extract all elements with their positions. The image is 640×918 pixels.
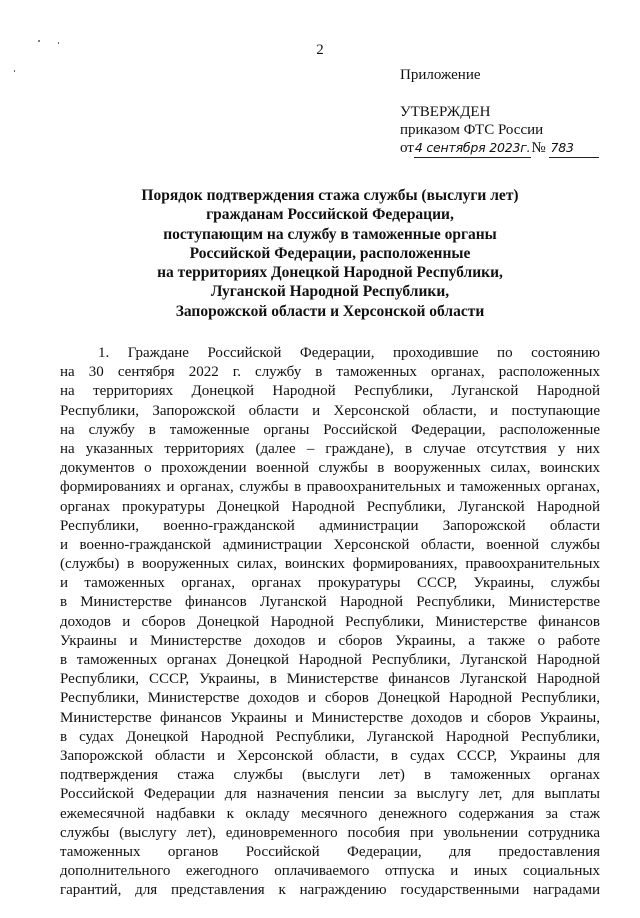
approval-heading: УТВЕРЖДЕН bbox=[400, 104, 491, 120]
title-line: гражданам Российской Федерации, bbox=[206, 206, 454, 224]
paragraph-1 bbox=[60, 344, 600, 900]
body-line: ежемесячной надбавки к окладу месячного денежного содержания за стаж bbox=[60, 805, 600, 822]
body-line: на 30 сентября 2022 г. службу в таможенных органах, расположенных bbox=[60, 364, 600, 381]
number-sign: № bbox=[531, 140, 546, 156]
document-title bbox=[60, 186, 600, 321]
body-line: на указанных территориях (далее – граждане), в случае отсутствия у них bbox=[60, 440, 600, 457]
body-line: Министерстве финансов Украины и Министерстве доходов и сборов Украины, bbox=[60, 709, 600, 726]
handwritten-order-number: 783 bbox=[549, 139, 599, 158]
title-line: на территориях Донецкой Народной Республики, bbox=[157, 264, 503, 282]
page-number: 2 bbox=[316, 42, 324, 58]
approval-order: приказом ФТС России bbox=[400, 121, 544, 138]
body-line: подтверждения стажа службы (выслуги лет) в таможенных органах bbox=[60, 767, 600, 784]
body-line: таможенных органов Российской Федерации, для предоставления bbox=[60, 843, 600, 860]
title-line: Российской Федерации, расположенные bbox=[189, 244, 471, 262]
body-line: в судах Донецкой Народной Республики, Луганской Народной Республики, bbox=[60, 728, 600, 745]
body-line: Запорожской области и Херсонской области, в судах СССР, Украины для bbox=[60, 747, 600, 764]
title-line: Порядок подтверждения стажа службы (выслуги лет) bbox=[141, 187, 519, 204]
scan-artifact bbox=[14, 70, 15, 72]
body-line: Республики, Министерстве доходов и сборов Донецкой Народной Республики, bbox=[60, 690, 600, 707]
body-line: гарантий, для представления к награждению государственными наградами bbox=[60, 882, 600, 899]
body-line: доходов и сборов Донецкой Народной Республики, Министерстве финансов bbox=[60, 613, 600, 630]
body-line: 1. Граждане Российской Федерации, проходившие по состоянию bbox=[98, 345, 600, 361]
body-line: Республики, военно-гражданской администрации Запорожской области bbox=[60, 517, 600, 534]
body-line: в Министерстве финансов Луганской Народной Республики, Министерстве bbox=[60, 594, 600, 611]
body-line: формированиях и органах, службы в правоохранительных и таможенных органах, bbox=[60, 479, 600, 496]
body-line: (службы) в вооруженных силах, воинских формированиях, правоохранительных bbox=[60, 556, 600, 573]
title-line: поступающим на службу в таможенные органы bbox=[163, 225, 497, 243]
body-line: Республики, СССР, Украины, в Министерстве финансов Луганской Народной bbox=[60, 671, 600, 688]
title-line: Запорожской области и Херсонской области bbox=[175, 302, 485, 320]
handwritten-date: 4 сентября 2023г. bbox=[414, 139, 532, 158]
body-line: органах прокуратуры Донецкой Народной Республики, Луганской Народной bbox=[60, 498, 600, 515]
date-prefix: от bbox=[400, 140, 414, 156]
title-line: Луганской Народной Республики, bbox=[210, 283, 450, 301]
body-line: и военно-гражданской администрации Херсонской области, военной службы bbox=[60, 536, 600, 553]
body-line: документов о прохождении военной службы в вооруженных силах, воинских bbox=[60, 460, 600, 477]
body-line: на службу в таможенные органы Российской Федерации, расположенные bbox=[60, 421, 600, 438]
annex-label: Приложение bbox=[400, 67, 481, 83]
body-line: Украины и Министерстве доходов и сборов Украины, а также о работе bbox=[60, 632, 600, 649]
approval-block bbox=[400, 104, 599, 158]
body-line: дополнительного ежегодного оплачиваемого отпуска и иных социальных bbox=[60, 863, 600, 880]
body-line: и таможенных органах, органах прокуратуры СССР, Украины, службы bbox=[60, 575, 600, 592]
approval-date-line bbox=[400, 139, 599, 158]
body-line: службы (выслугу лет), единовременного пособия при увольнении сотрудника bbox=[60, 824, 600, 841]
body-line: на территориях Донецкой Народной Республики, Луганской Народной bbox=[60, 383, 600, 400]
body-line: Российской Федерации для назначения пенсии за выслугу лет, для выплаты bbox=[60, 786, 600, 803]
body-line: Республики, Запорожской области и Херсонской области, и поступающие bbox=[60, 402, 600, 419]
body-line: в таможенных органах Донецкой Народной Республики, Луганской Народной bbox=[60, 652, 600, 668]
